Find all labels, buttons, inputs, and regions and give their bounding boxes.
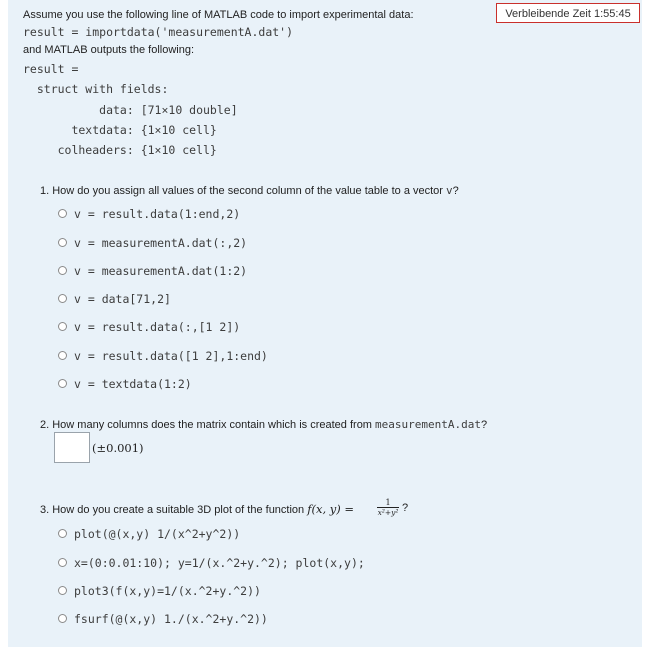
q3-option-4-label[interactable]: fsurf(@(x,y) 1./(x.^2+y.^2))	[74, 612, 268, 626]
q3-option-3-radio[interactable]	[58, 586, 67, 595]
intro-text-2: and MATLAB outputs the following:	[23, 44, 195, 56]
output-line: data: [71×10 double]	[23, 103, 238, 117]
question-1-text: 1. How do you assign all values of the second column of the value table to a vector	[40, 185, 447, 197]
remaining-time-badge: Verbleibende Zeit 1:55:45	[496, 3, 640, 23]
q1-option-3-label[interactable]: v = measurementA.dat(1:2)	[74, 264, 248, 278]
q1-option-2-radio[interactable]	[58, 238, 67, 247]
q3-option-2-radio[interactable]	[58, 558, 67, 567]
q1-option-4-label[interactable]: v = data[71,2]	[74, 292, 171, 306]
q1-option-6-radio[interactable]	[58, 351, 67, 360]
question-1-var: v	[446, 184, 453, 197]
q1-option-4-radio[interactable]	[58, 294, 67, 303]
question-3-text: 3. How do you create a suitable 3D plot of the function	[40, 504, 308, 516]
function-fraction	[376, 498, 400, 517]
output-line: colheaders: {1×10 cell}	[23, 143, 217, 157]
question-3-prompt	[40, 502, 358, 516]
q3-option-2-label[interactable]: x=(0:0.01:10); y=1/(x.^2+y.^2); plot(x,y);	[74, 556, 365, 570]
q3-option-3-label[interactable]: plot3(f(x,y)=1/(x.^2+y.^2))	[74, 584, 261, 598]
question-2-text: 2. How many columns does the matrix contain which is created from	[40, 419, 376, 431]
q2-tolerance: (±0.001)	[92, 441, 144, 455]
output-line: textdata: {1×10 cell}	[23, 123, 217, 137]
import-code: result = importdata('measurementA.dat')	[23, 25, 294, 39]
q3-option-4-radio[interactable]	[58, 614, 67, 623]
q1-option-7-label[interactable]: v = textdata(1:2)	[74, 377, 192, 391]
q1-option-7-radio[interactable]	[58, 379, 67, 388]
q2-answer-input[interactable]	[54, 432, 90, 463]
question-3-func: f(x, y) =	[307, 502, 358, 516]
output-line: result =	[23, 62, 79, 76]
q1-option-1-label[interactable]: v = result.data(1:end,2)	[74, 207, 241, 221]
q1-option-5-radio[interactable]	[58, 322, 67, 331]
fraction-denominator: x²+y²	[377, 508, 399, 517]
q1-option-6-label[interactable]: v = result.data([1 2],1:end)	[74, 349, 268, 363]
q1-option-1-radio[interactable]	[58, 209, 67, 218]
question-2-file: measurementA.dat	[375, 418, 481, 431]
question-1-prompt	[40, 184, 459, 197]
fraction-numerator: 1	[385, 498, 391, 507]
q1-option-3-radio[interactable]	[58, 266, 67, 275]
question-2-prompt	[40, 418, 487, 431]
intro-text: Assume you use the following line of MATLAB code to import experimental data:	[23, 9, 414, 21]
q1-option-2-label[interactable]: v = measurementA.dat(:,2)	[74, 236, 248, 250]
q3-option-1-radio[interactable]	[58, 529, 67, 538]
output-line: struct with fields:	[23, 82, 169, 96]
q3-option-1-label[interactable]: plot(@(x,y) 1/(x^2+y^2))	[74, 527, 241, 541]
q1-option-5-label[interactable]: v = result.data(:,[1 2])	[74, 320, 241, 334]
question-2-end: ?	[481, 419, 488, 431]
question-3-end: ?	[402, 502, 409, 514]
question-1-end: ?	[452, 185, 459, 197]
